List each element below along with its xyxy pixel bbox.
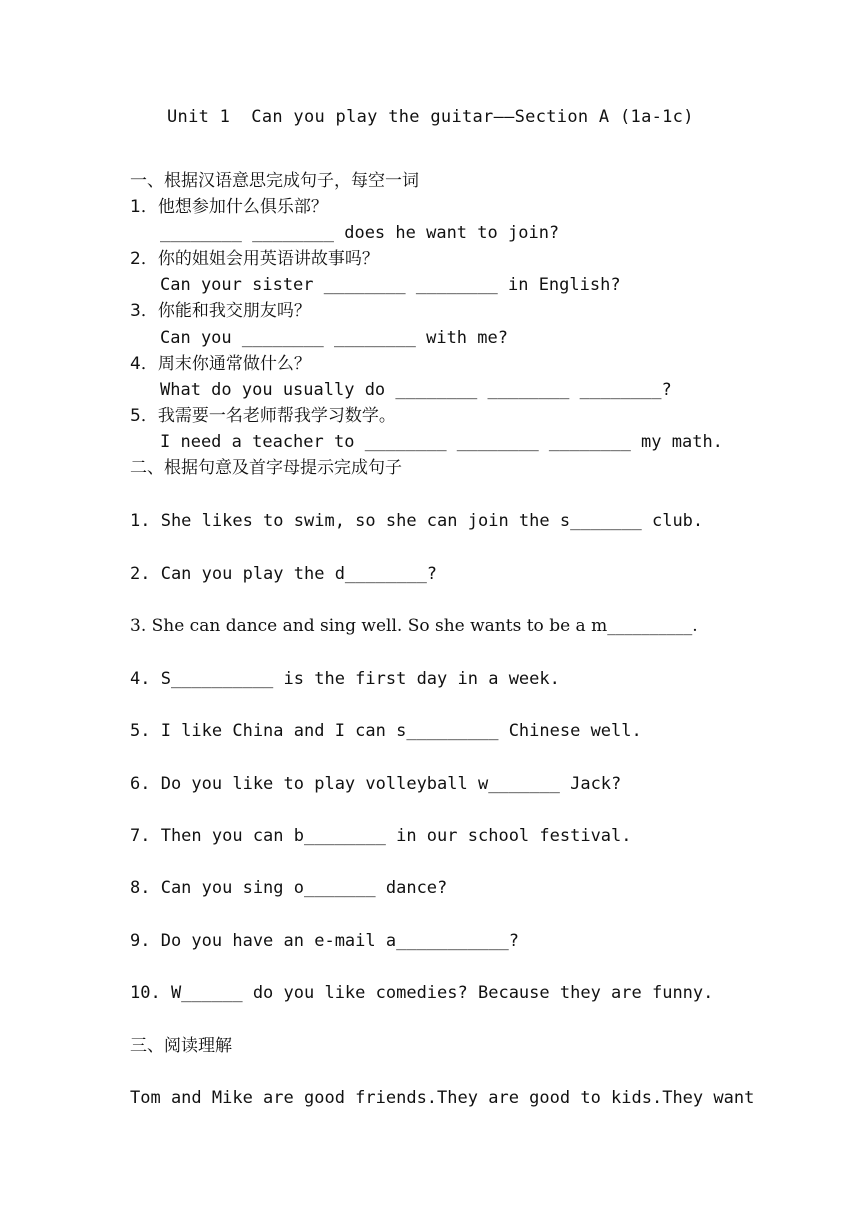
reading-passage: Tom and Mike are good friends.They are good to kids.They want [130,1088,755,1108]
section2-item-7: 7. Then you can b________ in our school festival. [130,826,632,846]
section1-heading: 一、根据汉语意思完成句子，每空一词 [130,171,419,191]
section1-item-4-cn: 4．周末你通常做什么？ [130,354,311,374]
section2-item-6: 6. Do you like to play volleyball w_______ Jack? [130,774,622,794]
section3-heading: 三、阅读理解 [130,1036,232,1056]
section1-item-5-en: I need a teacher to ________ ________ ________ my math. [160,432,723,452]
section2-item-8: 8. Can you sing o_______ dance? [130,878,448,898]
section1-item-2-en: Can your sister ________ ________ in English? [160,275,621,295]
section2-item-5: 5. I like China and I can s_________ Chinese well. [130,721,642,741]
section2-item-4: 4. S__________ is the first day in a week. [130,669,560,689]
section2-item-1: 1. She likes to swim, so she can join the s_______ club. [130,511,704,531]
section1-item-1-en: ________ ________ does he want to join? [160,223,560,243]
section1-item-1-cn: 1．他想参加什么俱乐部？ [130,197,328,217]
section2-item-2: 2. Can you play the d________? [130,564,438,584]
section1-item-2-cn: 2．你的姐姐会用英语讲故事吗？ [130,249,379,269]
section2-item-9: 9. Do you have an e-mail a___________? [130,931,519,951]
document-title: Unit 1 Can you play the guitar——Section A (1a-1c) [167,107,694,127]
section1-item-3-cn: 3．你能和我交朋友吗？ [130,301,311,321]
section2-heading: 二、根据句意及首字母提示完成句子 [130,458,402,478]
section1-item-3-en: Can you ________ ________ with me? [160,328,508,348]
section2-item-10: 10. W______ do you like comedies? Because they are funny. [130,983,714,1003]
section1-item-4-en: What do you usually do ________ ________ ________? [160,380,672,400]
section1-item-5-cn: 5．我需要一名老师帮我学习数学。 [130,406,396,426]
section2-item-3: 3. She can dance and sing well. So she wants to be a m__________. [130,616,698,636]
